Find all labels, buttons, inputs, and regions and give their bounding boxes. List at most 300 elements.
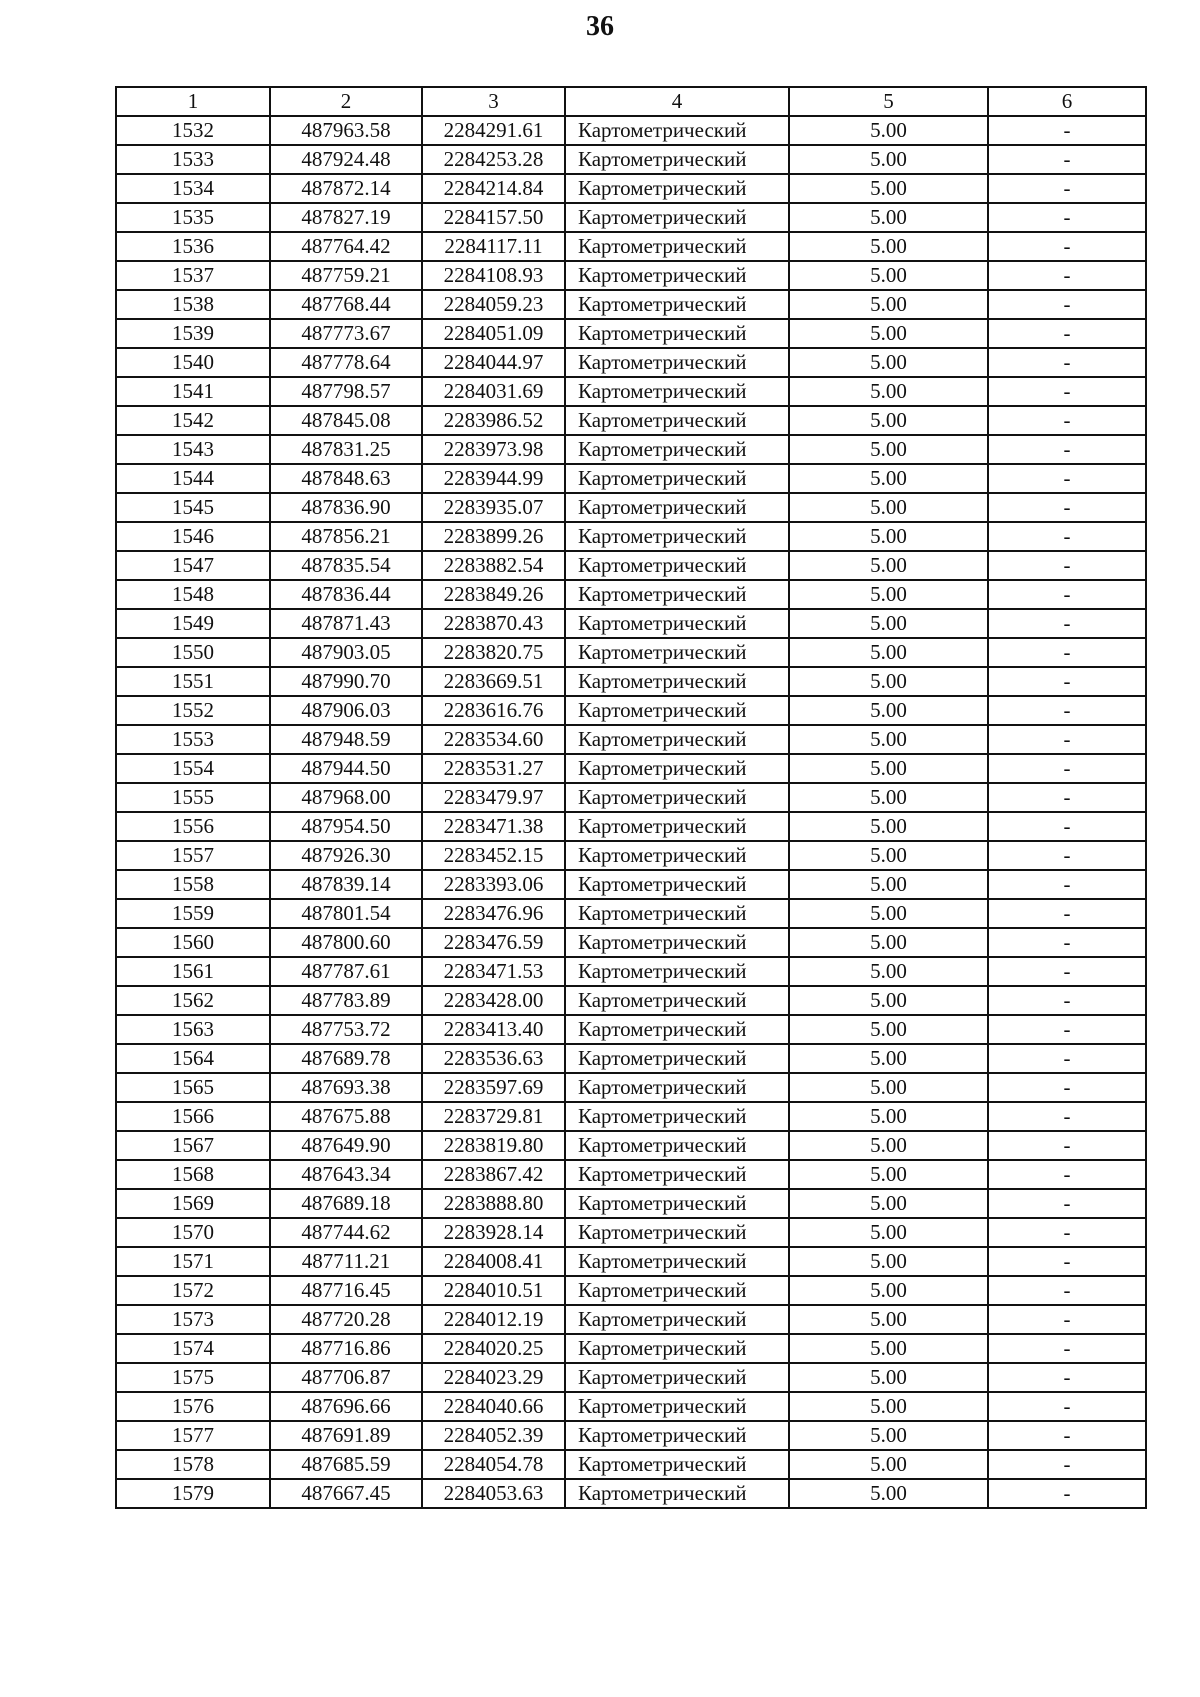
x-coordinate-cell: 487764.42 <box>270 232 422 261</box>
table-row <box>116 1189 1146 1218</box>
accuracy-cell: 5.00 <box>789 203 988 232</box>
y-coordinate-cell: 2283888.80 <box>422 1189 565 1218</box>
method-cell: Картометрический <box>565 1363 789 1392</box>
point-number-cell: 1540 <box>116 348 270 377</box>
method-cell: Картометрический <box>565 1334 789 1363</box>
accuracy-cell: 5.00 <box>789 435 988 464</box>
column-header: 2 <box>270 87 422 116</box>
table-row <box>116 667 1146 696</box>
y-coordinate-cell: 2284053.63 <box>422 1479 565 1508</box>
table-row <box>116 290 1146 319</box>
note-cell: - <box>988 1247 1146 1276</box>
x-coordinate-cell: 487753.72 <box>270 1015 422 1044</box>
x-coordinate-cell: 487691.89 <box>270 1421 422 1450</box>
method-cell: Картометрический <box>565 1102 789 1131</box>
point-number-cell: 1543 <box>116 435 270 464</box>
x-coordinate-cell: 487963.58 <box>270 116 422 145</box>
point-number-cell: 1561 <box>116 957 270 986</box>
note-cell: - <box>988 870 1146 899</box>
point-number-cell: 1576 <box>116 1392 270 1421</box>
accuracy-cell: 5.00 <box>789 986 988 1015</box>
table-row <box>116 783 1146 812</box>
point-number-cell: 1541 <box>116 377 270 406</box>
point-number-cell: 1575 <box>116 1363 270 1392</box>
x-coordinate-cell: 487773.67 <box>270 319 422 348</box>
note-cell: - <box>988 1131 1146 1160</box>
method-cell: Картометрический <box>565 406 789 435</box>
x-coordinate-cell: 487667.45 <box>270 1479 422 1508</box>
note-cell: - <box>988 957 1146 986</box>
note-cell: - <box>988 1015 1146 1044</box>
table-row <box>116 1363 1146 1392</box>
note-cell: - <box>988 522 1146 551</box>
y-coordinate-cell: 2284044.97 <box>422 348 565 377</box>
note-cell: - <box>988 319 1146 348</box>
method-cell: Картометрический <box>565 493 789 522</box>
method-cell: Картометрический <box>565 1073 789 1102</box>
point-number-cell: 1551 <box>116 667 270 696</box>
method-cell: Картометрический <box>565 928 789 957</box>
x-coordinate-cell: 487768.44 <box>270 290 422 319</box>
note-cell: - <box>988 928 1146 957</box>
table-row <box>116 870 1146 899</box>
table-row <box>116 1131 1146 1160</box>
accuracy-cell: 5.00 <box>789 1160 988 1189</box>
note-cell: - <box>988 406 1146 435</box>
point-number-cell: 1574 <box>116 1334 270 1363</box>
method-cell: Картометрический <box>565 1305 789 1334</box>
point-number-cell: 1564 <box>116 1044 270 1073</box>
table-row <box>116 1421 1146 1450</box>
note-cell: - <box>988 145 1146 174</box>
method-cell: Картометрический <box>565 1015 789 1044</box>
accuracy-cell: 5.00 <box>789 377 988 406</box>
accuracy-cell: 5.00 <box>789 1305 988 1334</box>
method-cell: Картометрический <box>565 957 789 986</box>
x-coordinate-cell: 487689.78 <box>270 1044 422 1073</box>
accuracy-cell: 5.00 <box>789 261 988 290</box>
column-header: 1 <box>116 87 270 116</box>
y-coordinate-cell: 2284291.61 <box>422 116 565 145</box>
note-cell: - <box>988 1044 1146 1073</box>
y-coordinate-cell: 2283471.53 <box>422 957 565 986</box>
y-coordinate-cell: 2283849.26 <box>422 580 565 609</box>
table-row <box>116 1073 1146 1102</box>
table-row <box>116 261 1146 290</box>
y-coordinate-cell: 2284010.51 <box>422 1276 565 1305</box>
accuracy-cell: 5.00 <box>789 1363 988 1392</box>
method-cell: Картометрический <box>565 551 789 580</box>
table-row <box>116 232 1146 261</box>
accuracy-cell: 5.00 <box>789 638 988 667</box>
y-coordinate-cell: 2283476.59 <box>422 928 565 957</box>
x-coordinate-cell: 487968.00 <box>270 783 422 812</box>
point-number-cell: 1570 <box>116 1218 270 1247</box>
method-cell: Картометрический <box>565 609 789 638</box>
x-coordinate-cell: 487856.21 <box>270 522 422 551</box>
accuracy-cell: 5.00 <box>789 522 988 551</box>
note-cell: - <box>988 464 1146 493</box>
point-number-cell: 1558 <box>116 870 270 899</box>
accuracy-cell: 5.00 <box>789 580 988 609</box>
y-coordinate-cell: 2284052.39 <box>422 1421 565 1450</box>
accuracy-cell: 5.00 <box>789 464 988 493</box>
x-coordinate-cell: 487872.14 <box>270 174 422 203</box>
table-row <box>116 1334 1146 1363</box>
method-cell: Картометрический <box>565 1131 789 1160</box>
accuracy-cell: 5.00 <box>789 1421 988 1450</box>
y-coordinate-cell: 2284031.69 <box>422 377 565 406</box>
table-row <box>116 1450 1146 1479</box>
accuracy-cell: 5.00 <box>789 1044 988 1073</box>
table-row <box>116 1247 1146 1276</box>
y-coordinate-cell: 2284012.19 <box>422 1305 565 1334</box>
method-cell: Картометрический <box>565 319 789 348</box>
x-coordinate-cell: 487744.62 <box>270 1218 422 1247</box>
table-row <box>116 725 1146 754</box>
column-header: 4 <box>565 87 789 116</box>
method-cell: Картометрический <box>565 986 789 1015</box>
y-coordinate-cell: 2283669.51 <box>422 667 565 696</box>
point-number-cell: 1556 <box>116 812 270 841</box>
table-row <box>116 986 1146 1015</box>
x-coordinate-cell: 487693.38 <box>270 1073 422 1102</box>
table-row <box>116 754 1146 783</box>
method-cell: Картометрический <box>565 1218 789 1247</box>
y-coordinate-cell: 2284023.29 <box>422 1363 565 1392</box>
y-coordinate-cell: 2283597.69 <box>422 1073 565 1102</box>
accuracy-cell: 5.00 <box>789 696 988 725</box>
accuracy-cell: 5.00 <box>789 725 988 754</box>
note-cell: - <box>988 812 1146 841</box>
x-coordinate-cell: 487675.88 <box>270 1102 422 1131</box>
x-coordinate-cell: 487924.48 <box>270 145 422 174</box>
method-cell: Картометрический <box>565 899 789 928</box>
method-cell: Картометрический <box>565 1479 789 1508</box>
table-row <box>116 116 1146 145</box>
x-coordinate-cell: 487649.90 <box>270 1131 422 1160</box>
y-coordinate-cell: 2283531.27 <box>422 754 565 783</box>
method-cell: Картометрический <box>565 1276 789 1305</box>
accuracy-cell: 5.00 <box>789 1450 988 1479</box>
x-coordinate-cell: 487759.21 <box>270 261 422 290</box>
x-coordinate-cell: 487848.63 <box>270 464 422 493</box>
accuracy-cell: 5.00 <box>789 609 988 638</box>
x-coordinate-cell: 487783.89 <box>270 986 422 1015</box>
note-cell: - <box>988 116 1146 145</box>
y-coordinate-cell: 2284108.93 <box>422 261 565 290</box>
x-coordinate-cell: 487954.50 <box>270 812 422 841</box>
table-row <box>116 1102 1146 1131</box>
accuracy-cell: 5.00 <box>789 899 988 928</box>
note-cell: - <box>988 754 1146 783</box>
x-coordinate-cell: 487827.19 <box>270 203 422 232</box>
table-row <box>116 522 1146 551</box>
accuracy-cell: 5.00 <box>789 1073 988 1102</box>
accuracy-cell: 5.00 <box>789 1479 988 1508</box>
table-header-row <box>116 87 1146 116</box>
accuracy-cell: 5.00 <box>789 1218 988 1247</box>
point-number-cell: 1542 <box>116 406 270 435</box>
point-number-cell: 1549 <box>116 609 270 638</box>
point-number-cell: 1563 <box>116 1015 270 1044</box>
accuracy-cell: 5.00 <box>789 957 988 986</box>
point-number-cell: 1573 <box>116 1305 270 1334</box>
page-number: 36 <box>586 11 614 42</box>
x-coordinate-cell: 487831.25 <box>270 435 422 464</box>
point-number-cell: 1566 <box>116 1102 270 1131</box>
accuracy-cell: 5.00 <box>789 1276 988 1305</box>
method-cell: Картометрический <box>565 638 789 667</box>
method-cell: Картометрический <box>565 522 789 551</box>
x-coordinate-cell: 487835.54 <box>270 551 422 580</box>
x-coordinate-cell: 487906.03 <box>270 696 422 725</box>
accuracy-cell: 5.00 <box>789 1392 988 1421</box>
note-cell: - <box>988 377 1146 406</box>
x-coordinate-cell: 487787.61 <box>270 957 422 986</box>
table-row <box>116 812 1146 841</box>
y-coordinate-cell: 2283928.14 <box>422 1218 565 1247</box>
point-number-cell: 1546 <box>116 522 270 551</box>
point-number-cell: 1545 <box>116 493 270 522</box>
note-cell: - <box>988 1305 1146 1334</box>
x-coordinate-cell: 487845.08 <box>270 406 422 435</box>
column-header: 3 <box>422 87 565 116</box>
point-number-cell: 1560 <box>116 928 270 957</box>
point-number-cell: 1534 <box>116 174 270 203</box>
x-coordinate-cell: 487643.34 <box>270 1160 422 1189</box>
point-number-cell: 1565 <box>116 1073 270 1102</box>
method-cell: Картометрический <box>565 1392 789 1421</box>
x-coordinate-cell: 487685.59 <box>270 1450 422 1479</box>
point-number-cell: 1559 <box>116 899 270 928</box>
table-row <box>116 1015 1146 1044</box>
note-cell: - <box>988 203 1146 232</box>
accuracy-cell: 5.00 <box>789 783 988 812</box>
y-coordinate-cell: 2284051.09 <box>422 319 565 348</box>
accuracy-cell: 5.00 <box>789 812 988 841</box>
table-row <box>116 406 1146 435</box>
table-body <box>116 87 1146 1508</box>
table-row <box>116 435 1146 464</box>
method-cell: Картометрический <box>565 1160 789 1189</box>
accuracy-cell: 5.00 <box>789 754 988 783</box>
table-row <box>116 609 1146 638</box>
method-cell: Картометрический <box>565 174 789 203</box>
point-number-cell: 1533 <box>116 145 270 174</box>
accuracy-cell: 5.00 <box>789 551 988 580</box>
point-number-cell: 1567 <box>116 1131 270 1160</box>
accuracy-cell: 5.00 <box>789 1334 988 1363</box>
method-cell: Картометрический <box>565 348 789 377</box>
method-cell: Картометрический <box>565 1189 789 1218</box>
y-coordinate-cell: 2283986.52 <box>422 406 565 435</box>
note-cell: - <box>988 348 1146 377</box>
accuracy-cell: 5.00 <box>789 290 988 319</box>
note-cell: - <box>988 493 1146 522</box>
y-coordinate-cell: 2283536.63 <box>422 1044 565 1073</box>
point-number-cell: 1577 <box>116 1421 270 1450</box>
point-number-cell: 1535 <box>116 203 270 232</box>
note-cell: - <box>988 435 1146 464</box>
y-coordinate-cell: 2284214.84 <box>422 174 565 203</box>
x-coordinate-cell: 487990.70 <box>270 667 422 696</box>
y-coordinate-cell: 2283428.00 <box>422 986 565 1015</box>
note-cell: - <box>988 1363 1146 1392</box>
y-coordinate-cell: 2283867.42 <box>422 1160 565 1189</box>
note-cell: - <box>988 986 1146 1015</box>
x-coordinate-cell: 487716.45 <box>270 1276 422 1305</box>
x-coordinate-cell: 487706.87 <box>270 1363 422 1392</box>
note-cell: - <box>988 290 1146 319</box>
point-number-cell: 1548 <box>116 580 270 609</box>
accuracy-cell: 5.00 <box>789 1102 988 1131</box>
column-header: 5 <box>789 87 988 116</box>
note-cell: - <box>988 261 1146 290</box>
table-row <box>116 145 1146 174</box>
note-cell: - <box>988 1334 1146 1363</box>
method-cell: Картометрический <box>565 232 789 261</box>
method-cell: Картометрический <box>565 1044 789 1073</box>
point-number-cell: 1539 <box>116 319 270 348</box>
x-coordinate-cell: 487778.64 <box>270 348 422 377</box>
note-cell: - <box>988 1276 1146 1305</box>
note-cell: - <box>988 1450 1146 1479</box>
method-cell: Картометрический <box>565 580 789 609</box>
note-cell: - <box>988 580 1146 609</box>
x-coordinate-cell: 487944.50 <box>270 754 422 783</box>
y-coordinate-cell: 2284253.28 <box>422 145 565 174</box>
x-coordinate-cell: 487720.28 <box>270 1305 422 1334</box>
accuracy-cell: 5.00 <box>789 406 988 435</box>
point-number-cell: 1555 <box>116 783 270 812</box>
method-cell: Картометрический <box>565 1450 789 1479</box>
point-number-cell: 1557 <box>116 841 270 870</box>
y-coordinate-cell: 2283479.97 <box>422 783 565 812</box>
accuracy-cell: 5.00 <box>789 232 988 261</box>
x-coordinate-cell: 487871.43 <box>270 609 422 638</box>
coordinates-table <box>115 86 1147 1509</box>
table-row <box>116 464 1146 493</box>
y-coordinate-cell: 2283870.43 <box>422 609 565 638</box>
table-row <box>116 1276 1146 1305</box>
note-cell: - <box>988 1073 1146 1102</box>
table-row <box>116 551 1146 580</box>
table-row <box>116 1479 1146 1508</box>
x-coordinate-cell: 487948.59 <box>270 725 422 754</box>
x-coordinate-cell: 487716.86 <box>270 1334 422 1363</box>
method-cell: Картометрический <box>565 116 789 145</box>
y-coordinate-cell: 2283534.60 <box>422 725 565 754</box>
point-number-cell: 1579 <box>116 1479 270 1508</box>
x-coordinate-cell: 487800.60 <box>270 928 422 957</box>
x-coordinate-cell: 487903.05 <box>270 638 422 667</box>
y-coordinate-cell: 2283471.38 <box>422 812 565 841</box>
table-row <box>116 348 1146 377</box>
table-row <box>116 696 1146 725</box>
y-coordinate-cell: 2283935.07 <box>422 493 565 522</box>
table-row <box>116 174 1146 203</box>
point-number-cell: 1568 <box>116 1160 270 1189</box>
accuracy-cell: 5.00 <box>789 116 988 145</box>
method-cell: Картометрический <box>565 261 789 290</box>
accuracy-cell: 5.00 <box>789 319 988 348</box>
x-coordinate-cell: 487798.57 <box>270 377 422 406</box>
note-cell: - <box>988 783 1146 812</box>
y-coordinate-cell: 2283729.81 <box>422 1102 565 1131</box>
method-cell: Картометрический <box>565 783 789 812</box>
method-cell: Картометрический <box>565 870 789 899</box>
method-cell: Картометрический <box>565 435 789 464</box>
method-cell: Картометрический <box>565 145 789 174</box>
point-number-cell: 1550 <box>116 638 270 667</box>
y-coordinate-cell: 2283819.80 <box>422 1131 565 1160</box>
table-row <box>116 1160 1146 1189</box>
table-row <box>116 957 1146 986</box>
y-coordinate-cell: 2283393.06 <box>422 870 565 899</box>
x-coordinate-cell: 487711.21 <box>270 1247 422 1276</box>
accuracy-cell: 5.00 <box>789 1247 988 1276</box>
note-cell: - <box>988 1189 1146 1218</box>
point-number-cell: 1532 <box>116 116 270 145</box>
point-number-cell: 1553 <box>116 725 270 754</box>
y-coordinate-cell: 2283820.75 <box>422 638 565 667</box>
point-number-cell: 1562 <box>116 986 270 1015</box>
method-cell: Картометрический <box>565 841 789 870</box>
point-number-cell: 1578 <box>116 1450 270 1479</box>
y-coordinate-cell: 2284117.11 <box>422 232 565 261</box>
note-cell: - <box>988 841 1146 870</box>
method-cell: Картометрический <box>565 725 789 754</box>
note-cell: - <box>988 1421 1146 1450</box>
point-number-cell: 1572 <box>116 1276 270 1305</box>
note-cell: - <box>988 638 1146 667</box>
x-coordinate-cell: 487836.90 <box>270 493 422 522</box>
table-row <box>116 319 1146 348</box>
table-row <box>116 580 1146 609</box>
method-cell: Картометрический <box>565 290 789 319</box>
y-coordinate-cell: 2284059.23 <box>422 290 565 319</box>
y-coordinate-cell: 2283616.76 <box>422 696 565 725</box>
method-cell: Картометрический <box>565 812 789 841</box>
point-number-cell: 1536 <box>116 232 270 261</box>
point-number-cell: 1544 <box>116 464 270 493</box>
accuracy-cell: 5.00 <box>789 1189 988 1218</box>
table-row <box>116 928 1146 957</box>
note-cell: - <box>988 1102 1146 1131</box>
method-cell: Картометрический <box>565 377 789 406</box>
y-coordinate-cell: 2283882.54 <box>422 551 565 580</box>
y-coordinate-cell: 2284020.25 <box>422 1334 565 1363</box>
method-cell: Картометрический <box>565 464 789 493</box>
note-cell: - <box>988 174 1146 203</box>
point-number-cell: 1538 <box>116 290 270 319</box>
accuracy-cell: 5.00 <box>789 348 988 377</box>
x-coordinate-cell: 487926.30 <box>270 841 422 870</box>
table-row <box>116 1305 1146 1334</box>
x-coordinate-cell: 487689.18 <box>270 1189 422 1218</box>
y-coordinate-cell: 2284040.66 <box>422 1392 565 1421</box>
point-number-cell: 1537 <box>116 261 270 290</box>
note-cell: - <box>988 551 1146 580</box>
x-coordinate-cell: 487801.54 <box>270 899 422 928</box>
table-row <box>116 203 1146 232</box>
method-cell: Картометрический <box>565 203 789 232</box>
point-number-cell: 1569 <box>116 1189 270 1218</box>
method-cell: Картометрический <box>565 696 789 725</box>
note-cell: - <box>988 1392 1146 1421</box>
note-cell: - <box>988 609 1146 638</box>
